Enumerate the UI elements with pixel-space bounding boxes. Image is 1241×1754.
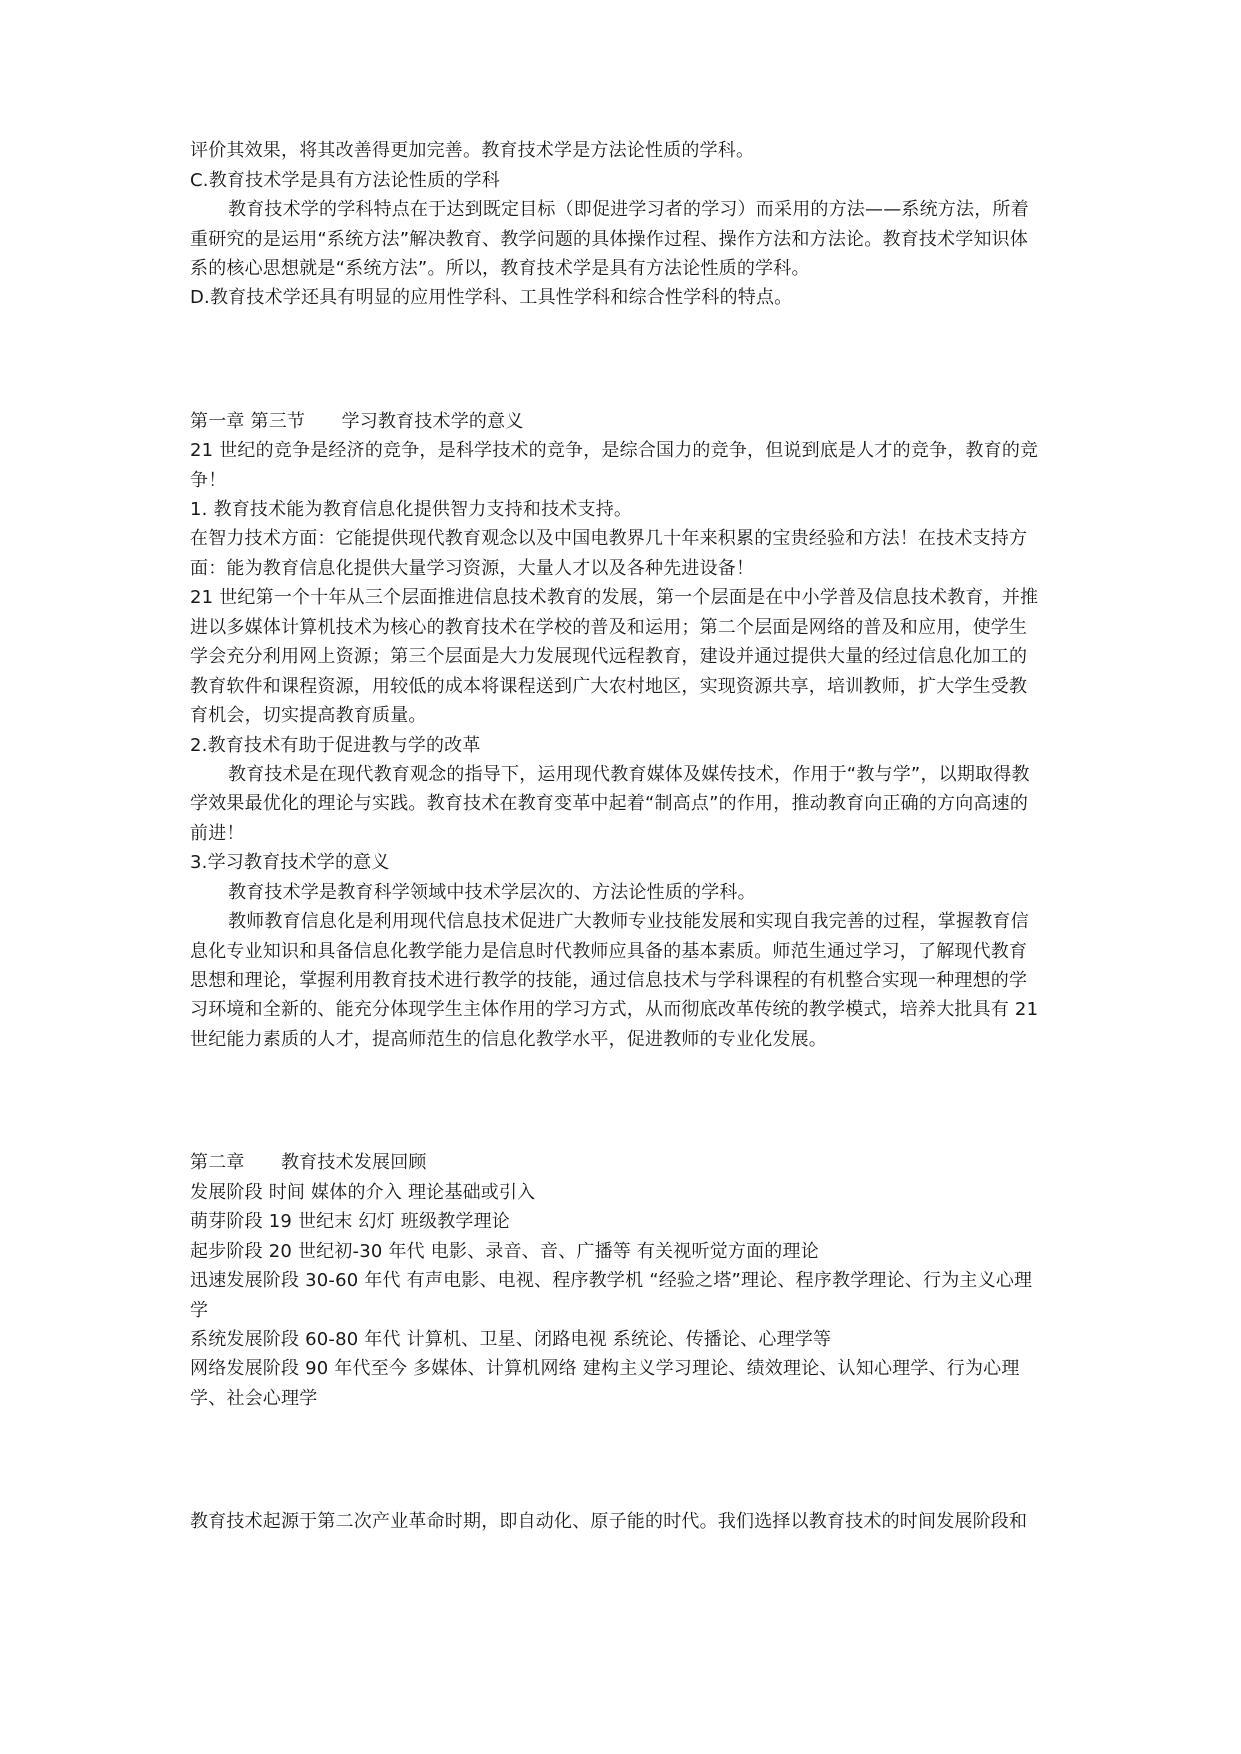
text-line: 2.教育技术有助于促进教与学的改革	[190, 735, 481, 756]
text-line: 发展阶段 时间 媒体的介入 理论基础或引入	[190, 1182, 536, 1203]
text-line: 学会充分利用网上资源；第三个层面是大力发展现代远程教育，建设并通过提供大量的经过信息化加工的	[190, 646, 1028, 667]
text-line: 习环境和全新的、能充分体现学生主体作用的学习方式，从而彻底改革传统的教学模式，培养大批具有 21	[190, 999, 1039, 1020]
text-line: C.教育技术学是具有方法论性质的学科	[190, 170, 500, 191]
text-line: 教育技术起源于第二次产业革命时期，即自动化、原子能的时代。我们选择以教育技术的时间发展阶段和	[190, 1511, 1028, 1532]
text-line: D.教育技术学还具有明显的应用性学科、工具性学科和综合性学科的特点。	[190, 287, 793, 308]
text-line: 重研究的是运用“系统方法”解决教育、教学问题的具体操作过程、操作方法和方法论。教育技术学知识体	[190, 229, 1029, 250]
text-line: 学	[190, 1300, 209, 1321]
text-line: 在智力技术方面：它能提供现代教育观念以及中国电教界几十年来积累的宝贵经验和方法！在技术支持方	[190, 528, 1028, 549]
text-line: 前进！	[190, 823, 245, 844]
text-line: 世纪能力素质的人才，提高师范生的信息化教学水平，促进教师的专业化发展。	[190, 1029, 827, 1050]
text-line: 育机会，切实提高教育质量。	[190, 705, 427, 726]
text-line: 网络发展阶段 90 年代至今 多媒体、计算机网络 建构主义学习理论、绩效理论、认知心理学、行为心理	[190, 1358, 1020, 1379]
text-line: 教育技术学是教育科学领域中技术学层次的、方法论性质的学科。	[228, 882, 756, 903]
text-line: 系的核心思想就是“系统方法”。所以，教育技术学是具有方法论性质的学科。	[190, 258, 810, 279]
text-line: 面：能为教育信息化提供大量学习资源，大量人才以及各种先进设备！	[190, 558, 755, 579]
text-line: 起步阶段 20 世纪初-30 年代 电影、录音、音、广播等 有关视听觉方面的理论	[190, 1241, 819, 1262]
text-line: 教育技术学的学科特点在于达到既定目标（即促进学习者的学习）而采用的方法——系统方法，所着	[228, 199, 1029, 220]
text-line: 21 世纪第一个十年从三个层面推进信息技术教育的发展，第一个层面是在中小学普及信息技术教育，并推	[190, 587, 1039, 608]
text-line: 迅速发展阶段 30-60 年代 有声电影、电视、程序教学机 “经验之塔”理论、程序教学理论、行为主义心理	[190, 1270, 1033, 1291]
section-heading: 第一章 第三节 学习教育技术学的意义	[190, 411, 524, 432]
text-line: 萌芽阶段 19 世纪末 幻灯 班级教学理论	[190, 1211, 510, 1232]
text-line: 教育软件和课程资源，用较低的成本将课程送到广大农村地区，实现资源共享，培训教师，扩大学生受教	[190, 676, 1028, 697]
text-line: 争！	[190, 470, 227, 491]
text-line: 学、社会心理学	[190, 1388, 318, 1409]
section-heading: 第二章 教育技术发展回顾	[190, 1152, 427, 1173]
text-line: 教育技术是在现代教育观念的指导下，运用现代教育媒体及媒传技术，作用于“教与学”，以期取得教	[228, 764, 1030, 785]
text-line: 息化专业知识和具备信息化教学能力是信息时代教师应具备的基本素质。师范生通过学习，了解现代教育	[190, 941, 1028, 962]
text-line: 21 世纪的竞争是经济的竞争，是科学技术的竞争，是综合国力的竞争，但说到底是人才的竞争，教育的竞	[190, 440, 1039, 461]
text-line: 进以多媒体计算机技术为核心的教育技术在学校的普及和运用；第二个层面是网络的普及和应用，使学生	[190, 617, 1028, 638]
text-line: 思想和理论，掌握利用教育技术进行教学的技能，通过信息技术与学科课程的有机整合实现一种理想的学	[190, 970, 1028, 991]
text-line: 1. 教育技术能为教育信息化提供智力支持和技术支持。	[190, 499, 633, 520]
text-line: 3.学习教育技术学的意义	[190, 852, 390, 873]
text-line: 评价其效果，将其改善得更加完善。教育技术学是方法论性质的学科。	[190, 140, 755, 161]
text-line: 学效果最优化的理论与实践。教育技术在教育变革中起着“制高点”的作用，推动教育向正确的方向高速的	[190, 793, 1029, 814]
text-line: 教师教育信息化是利用现代信息技术促进广大教师专业技能发展和实现自我完善的过程，掌握教育信	[228, 911, 1029, 932]
text-line: 系统发展阶段 60-80 年代 计算机、卫星、闭路电视 系统论、传播论、心理学等	[190, 1329, 832, 1350]
